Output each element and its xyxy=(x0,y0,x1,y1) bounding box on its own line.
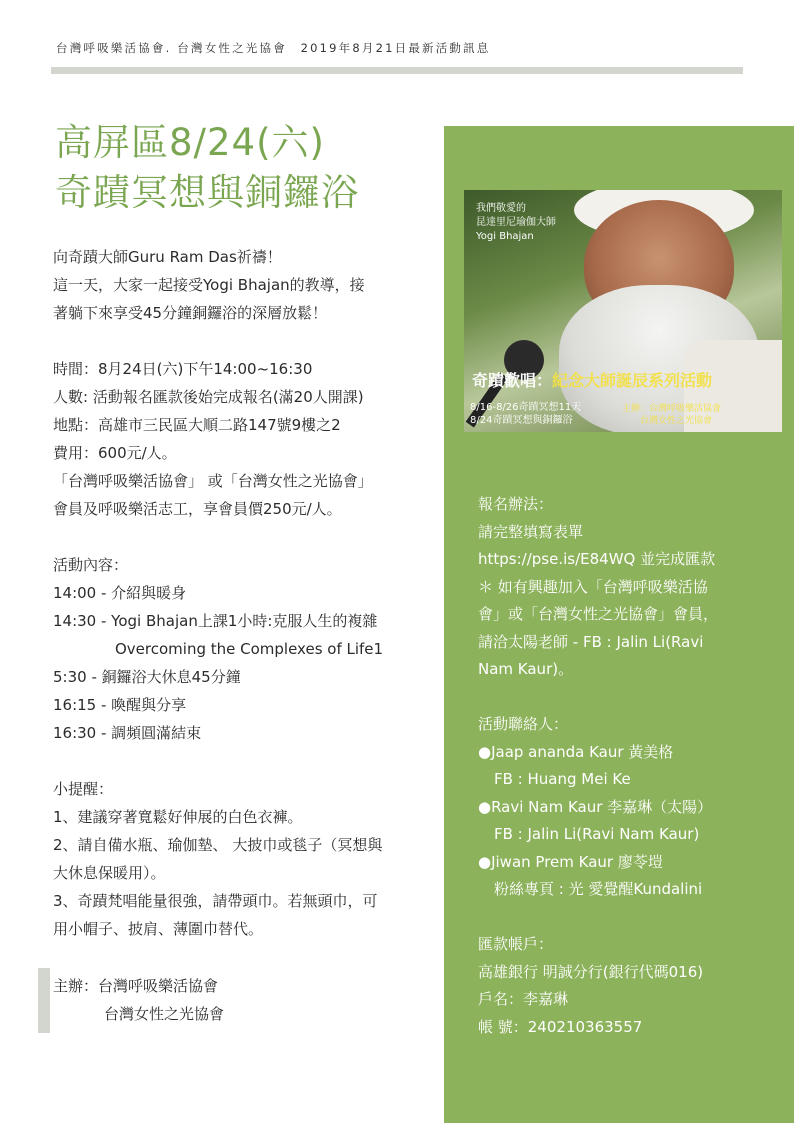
organizer-block xyxy=(53,972,224,1028)
intro-line: 向奇蹟大師Guru Ram Das祈禱！ xyxy=(53,248,282,266)
detail-member-price: 會員及呼吸樂活志工，享會員價250元/人。 xyxy=(53,500,342,518)
poster-headline xyxy=(472,368,712,391)
poster-headline-white: 奇蹟歡唱： xyxy=(472,371,553,390)
detail-member: 「台灣呼吸樂活協會」 或「台灣女性之光協會」 xyxy=(53,472,373,490)
title-line-2: 奇蹟冥想與銅鑼浴 xyxy=(55,171,359,214)
reminder-item: 大休息保暖用）。 xyxy=(53,864,166,882)
poster-date-line: 8/16-8/26奇蹟冥想11天 xyxy=(470,402,582,413)
poster-caption xyxy=(476,202,556,244)
detail-time: 時間：8月24日(六)下午14:00~16:30 xyxy=(53,360,313,378)
poster-headline-yellow: 紀念大師誕辰系列活動 xyxy=(552,371,713,390)
organizer-line: 主辦：台灣呼吸樂活協會 xyxy=(53,977,219,995)
organizer-line: 台灣女性之光協會 xyxy=(104,1005,225,1023)
bank-name: 高雄銀行 明誠分行(銀行代碼016) xyxy=(478,962,704,981)
reminder-item: 3、奇蹟梵唱能量很強，請帶頭巾。若無頭巾，可 xyxy=(53,892,378,910)
schedule-item: 5:30 - 銅鑼浴大休息45分鐘 xyxy=(53,668,241,686)
poster-caption-line: 昆達里尼瑜伽大師 xyxy=(476,217,556,228)
spacer xyxy=(478,684,778,712)
main-content xyxy=(53,243,428,943)
event-poster-image xyxy=(464,190,782,432)
registration-link[interactable]: https://pse.is/E84WQ 並完成匯款 xyxy=(478,550,716,568)
header-divider xyxy=(51,67,743,74)
poster-org-line: 台灣女性之光協會 xyxy=(640,416,713,426)
contact-name: ●Jiwan Prem Kaur 廖苓塏 xyxy=(478,852,663,871)
contact-detail: FB : Jalin Li(Ravi Nam Kaur) xyxy=(494,825,700,843)
reminder-item: 1、建議穿著寬鬆好伸展的白色衣褲。 xyxy=(53,808,303,826)
organizer-accent-bar xyxy=(38,968,50,1033)
header-line: 台灣呼吸樂活協會. 台灣女性之光協會 2019年8月21日最新活動訊息 xyxy=(56,41,491,55)
schedule-item: Overcoming the Complexes of Life1 xyxy=(115,640,384,658)
schedule-item: 14:30 - Yogi Bhajan上課1小時:克服人生的複雜 xyxy=(53,612,378,630)
bank-account-number: 帳 號：240210363557 xyxy=(478,1017,643,1036)
contact-detail: 粉絲專頁 : 光 愛覺醒Kundalini xyxy=(494,880,703,898)
schedule-item: 14:00 - 介紹與暖身 xyxy=(53,584,187,602)
detail-capacity: 人數: 活動報名匯款後始完成報名(滿20人開課) xyxy=(53,388,364,406)
schedule-heading: 活動內容： xyxy=(53,556,129,574)
contact-name: ●Jaap ananda Kaur 黃美格 xyxy=(478,742,674,761)
spacer xyxy=(478,904,778,932)
page-title xyxy=(55,118,359,218)
reminder-heading: 小提醒： xyxy=(53,780,114,798)
spacer xyxy=(53,747,428,775)
sidebar-content xyxy=(478,491,778,1041)
detail-fee: 費用：600元/人。 xyxy=(53,444,177,462)
bank-heading: 匯款帳戶： xyxy=(478,935,554,953)
registration-line: 請洽太陽老師 - FB : Jalin Li(Ravi xyxy=(478,632,704,651)
poster-date-line: 8/24奇蹟冥想與銅鑼浴 xyxy=(470,415,573,426)
title-line-1: 高屏區8/24(六) xyxy=(55,121,325,164)
spacer xyxy=(53,523,428,551)
intro-line: 這一天，大家一起接受Yogi Bhajan的教導，接 xyxy=(53,276,365,294)
schedule-item: 16:30 - 調頻圓滿結束 xyxy=(53,724,202,742)
registration-line: ＊ 如有興趣加入「台灣呼吸樂活協 xyxy=(478,577,708,596)
poster-org-line: 主辦：台灣呼吸樂活協會 xyxy=(622,404,722,414)
registration-line: 會」或「台灣女性之光協會」會員， xyxy=(478,605,719,623)
detail-location: 地點：高雄市三民區大順二路147號9樓之2 xyxy=(53,416,341,434)
spacer xyxy=(53,327,428,355)
reminder-item: 2、請自備水瓶、瑜伽墊、 大披巾或毯子（冥想與 xyxy=(53,836,383,854)
poster-caption-line: Yogi Bhajan xyxy=(476,231,534,242)
registration-heading: 報名辦法： xyxy=(478,495,554,513)
poster-caption-line: 我們敬愛的 xyxy=(476,203,526,214)
reminder-item: 用小帽子、披肩、薄圍巾替代。 xyxy=(53,920,264,938)
contacts-heading: 活動聯絡人： xyxy=(478,715,569,733)
registration-line: Nam Kaur)。 xyxy=(478,660,574,678)
poster-dates xyxy=(470,401,581,427)
bank-account-name: 戶名：李嘉琳 xyxy=(478,990,569,1008)
registration-line: 請完整填寫表單 xyxy=(478,522,584,541)
intro-line: 著躺下來享受45分鐘銅鑼浴的深層放鬆！ xyxy=(53,304,328,322)
contact-name: ●Ravi Nam Kaur 李嘉琳（太陽） xyxy=(478,797,713,816)
contact-detail: FB : Huang Mei Ke xyxy=(494,770,631,788)
poster-organizer xyxy=(622,403,721,427)
schedule-item: 16:15 - 喚醒與分享 xyxy=(53,696,187,714)
